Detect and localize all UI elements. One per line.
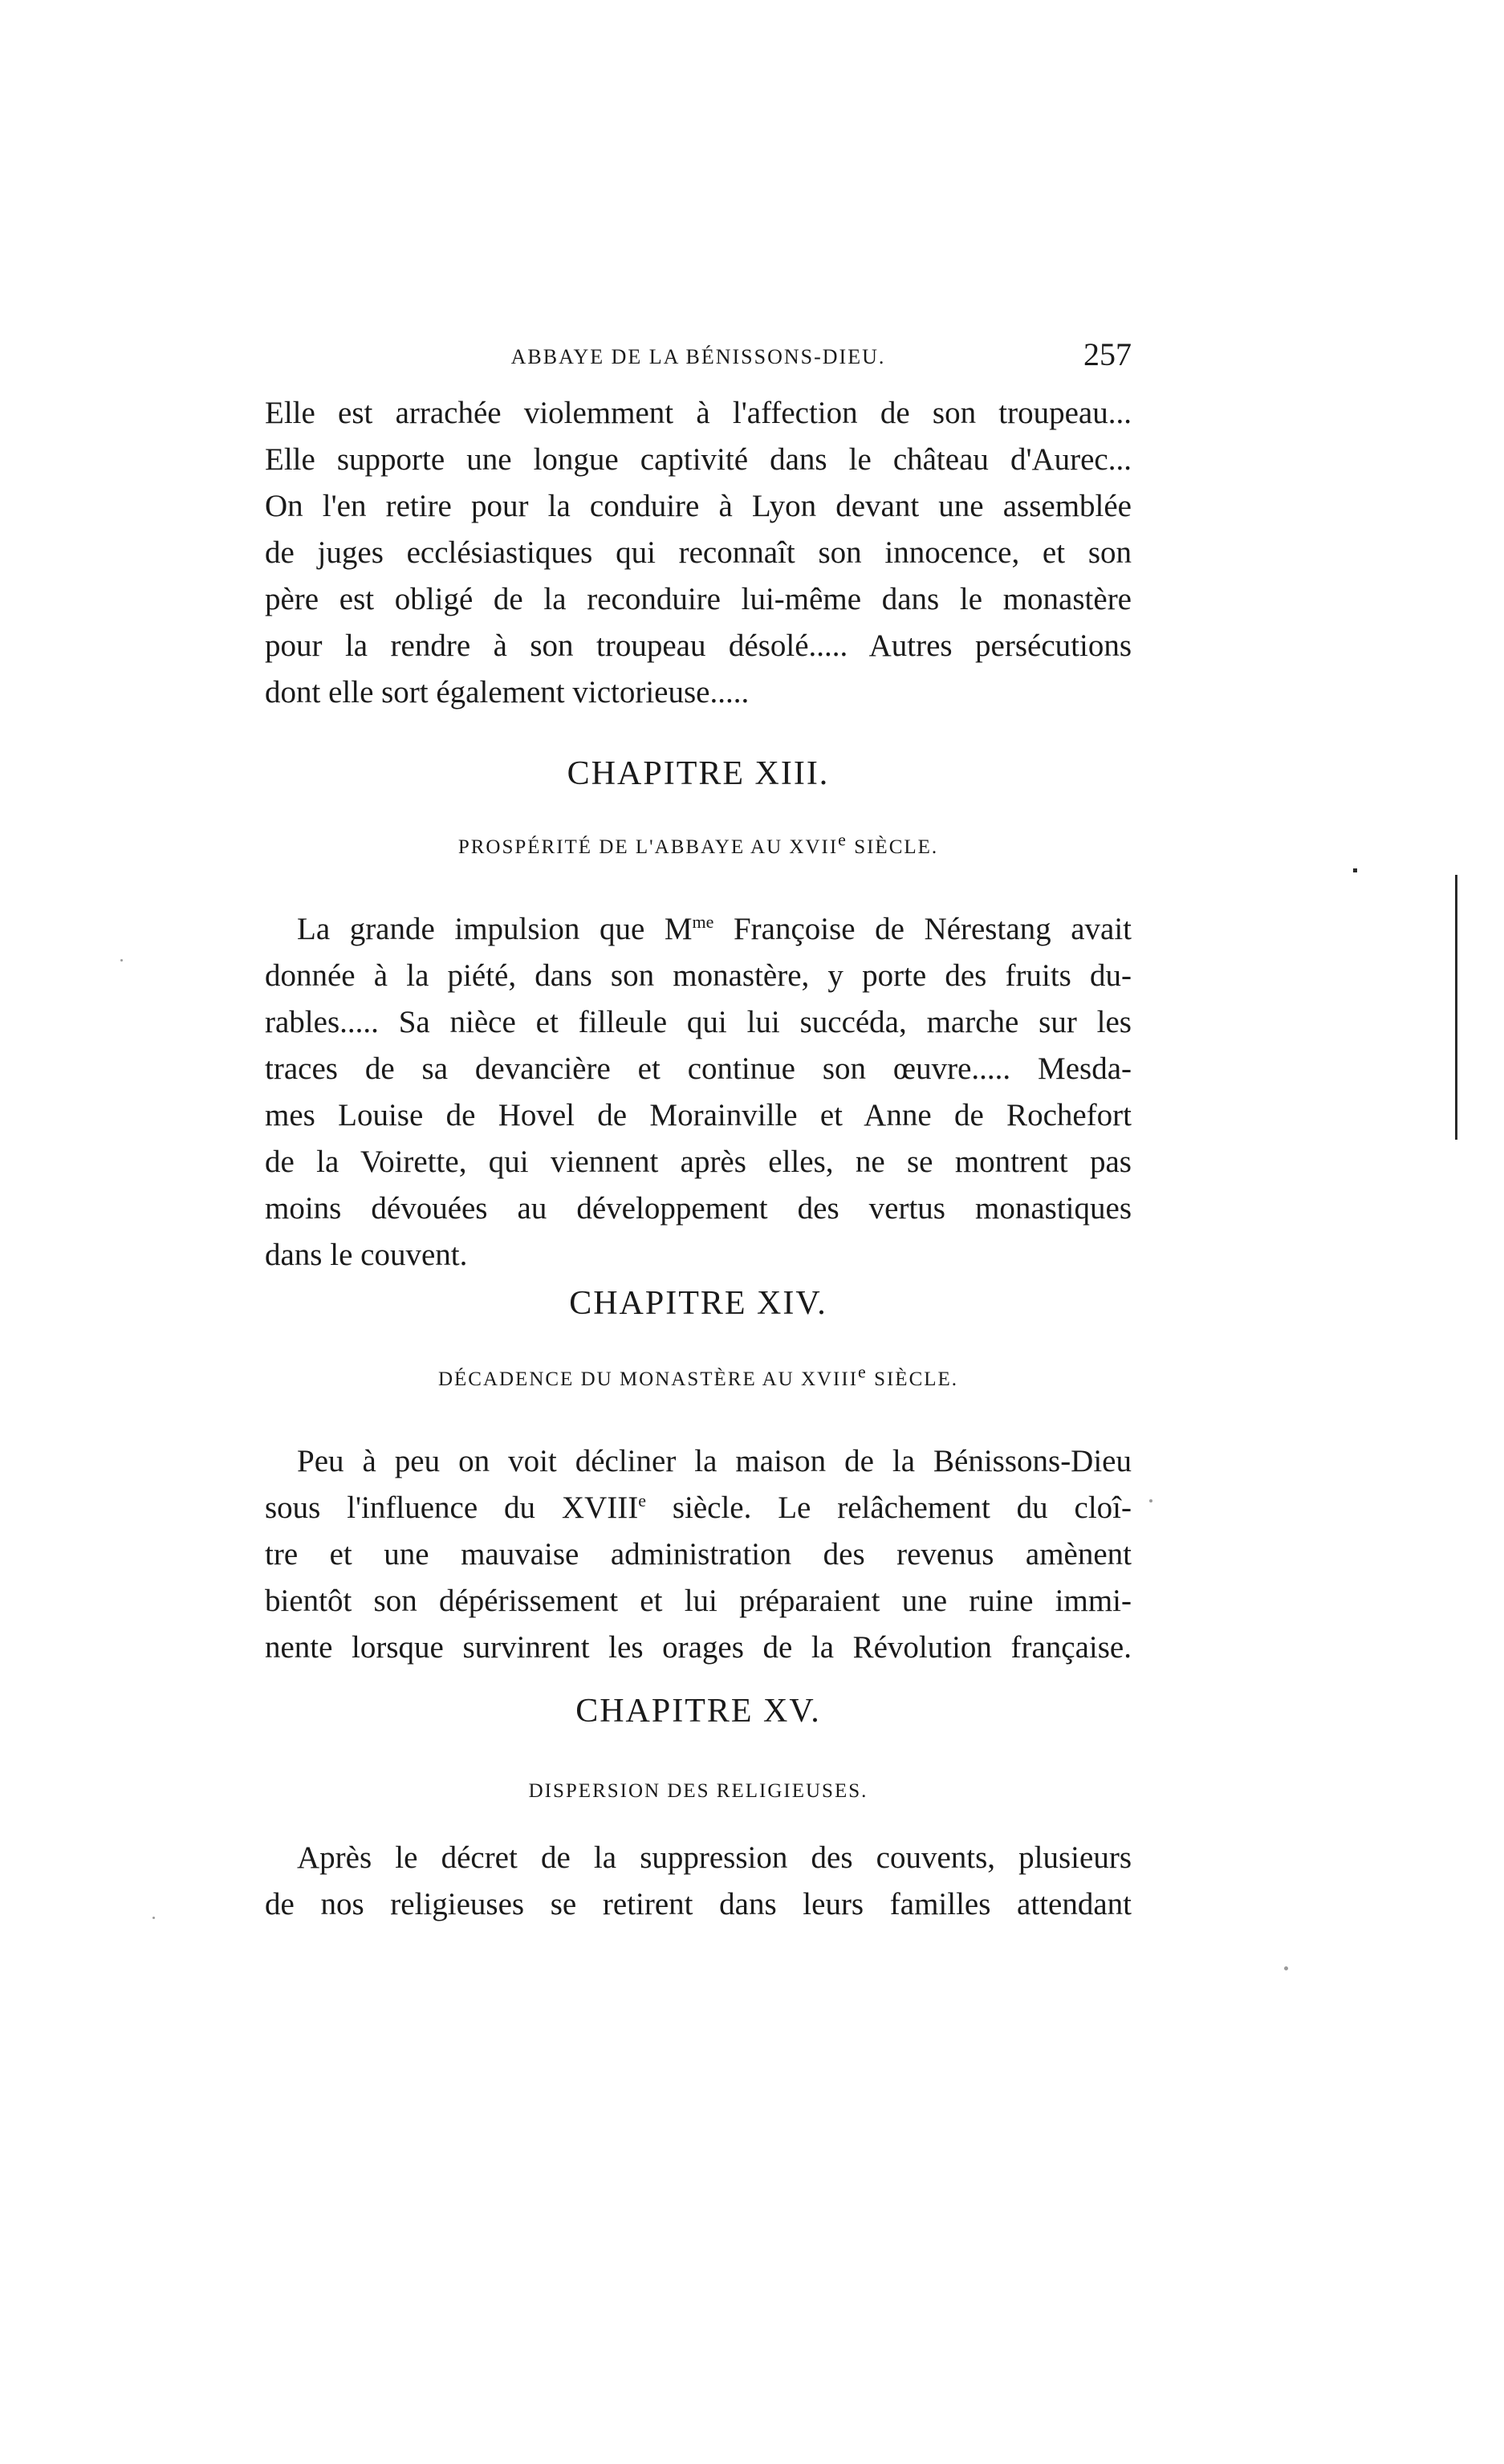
text-line: Peu à peu on voit décliner la maison de la Bénissons-Dieu (297, 1444, 1132, 1478)
chapter-15-heading: CHAPITRE XV. (575, 1693, 821, 1730)
running-header (265, 335, 1132, 376)
scan-speck (120, 959, 123, 962)
scan-speck (152, 1917, 155, 1919)
text-line: tre et une mauvaise administration des revenus amènent (265, 1537, 1132, 1572)
running-title: ABBAYE DE LA BÉNISSONS-DIEU. (510, 345, 886, 368)
chapter-13-heading: CHAPITRE XIII. (567, 755, 830, 792)
text-line: Après le décret de la suppression des couvents, plusieurs (297, 1840, 1132, 1875)
text-line: rables..... Sa nièce et filleule qui lui succéda, marche sur les (265, 1005, 1132, 1039)
chapter-13-paragraph (265, 906, 1132, 1279)
chapter-15-subtitle: DISPERSION DES RELIGIEUSES. (528, 1780, 868, 1802)
text-line: traces de sa devancière et continue son œuvre..... Mesda- (265, 1051, 1132, 1086)
text-line: mes Louise de Hovel de Morainville et Anne de Rochefort (265, 1098, 1132, 1132)
scan-speck (1149, 1499, 1152, 1502)
text-line: moins dévouées au développement des vertus monastiques (265, 1191, 1132, 1226)
text-line: dont elle sort également victorieuse..... (265, 675, 750, 710)
text-line: On l'en retire pour la conduire à Lyon devant une assemblée (265, 489, 1132, 523)
chapter-14-heading: CHAPITRE XIV. (569, 1285, 827, 1322)
text-line: sous l'influence du XVIIIe siècle. Le relâchement du cloî- (265, 1490, 1132, 1525)
text-line: père est obligé de la reconduire lui-même dans le monastère (265, 582, 1132, 616)
text-line: La grande impulsion que $M^{me}$ Françoise de Nérestang avait (297, 912, 1132, 946)
text-line: de nos religieuses se retirent dans leurs familles attendant (265, 1887, 1132, 1921)
margin-scan-line (1455, 875, 1457, 1140)
scan-speck (1284, 1966, 1288, 1970)
text-line: Elle supporte une longue captivité dans le château d'Aurec... (265, 442, 1132, 477)
chapter-15-paragraph (265, 1835, 1132, 1928)
scan-speck (1353, 868, 1357, 872)
text-line: dans le couvent. (265, 1238, 468, 1272)
page-number: 257 (1083, 336, 1132, 372)
chapter-14-paragraph (265, 1438, 1132, 1671)
chapter-13-subtitle: PROSPÉRITÉ DE L'ABBAYE AU XVIIe SIÈCLE. (457, 829, 939, 858)
text-line: bientôt son dépérissement et lui préparaient une ruine immi- (265, 1584, 1132, 1618)
text-line: de la Voirette, qui viennent après elles, ne se montrent pas (265, 1145, 1132, 1179)
opening-paragraph (265, 390, 1132, 716)
chapter-14-subtitle: DÉCADENCE DU MONASTÈRE AU XVIIIe SIÈCLE. (437, 1361, 959, 1390)
text-line: pour la rendre à son troupeau désolé..... Autres persécutions (265, 628, 1132, 663)
text-line: donnée à la piété, dans son monastère, y porte des fruits du- (265, 958, 1132, 993)
text-line: Elle est arrachée violemment à l'affection de son troupeau... (265, 396, 1132, 430)
text-line: nente lorsque survinrent les orages de la Révolution française. (265, 1630, 1132, 1665)
text-line: de juges ecclésiastiques qui reconnaît son innocence, et son (265, 535, 1132, 570)
